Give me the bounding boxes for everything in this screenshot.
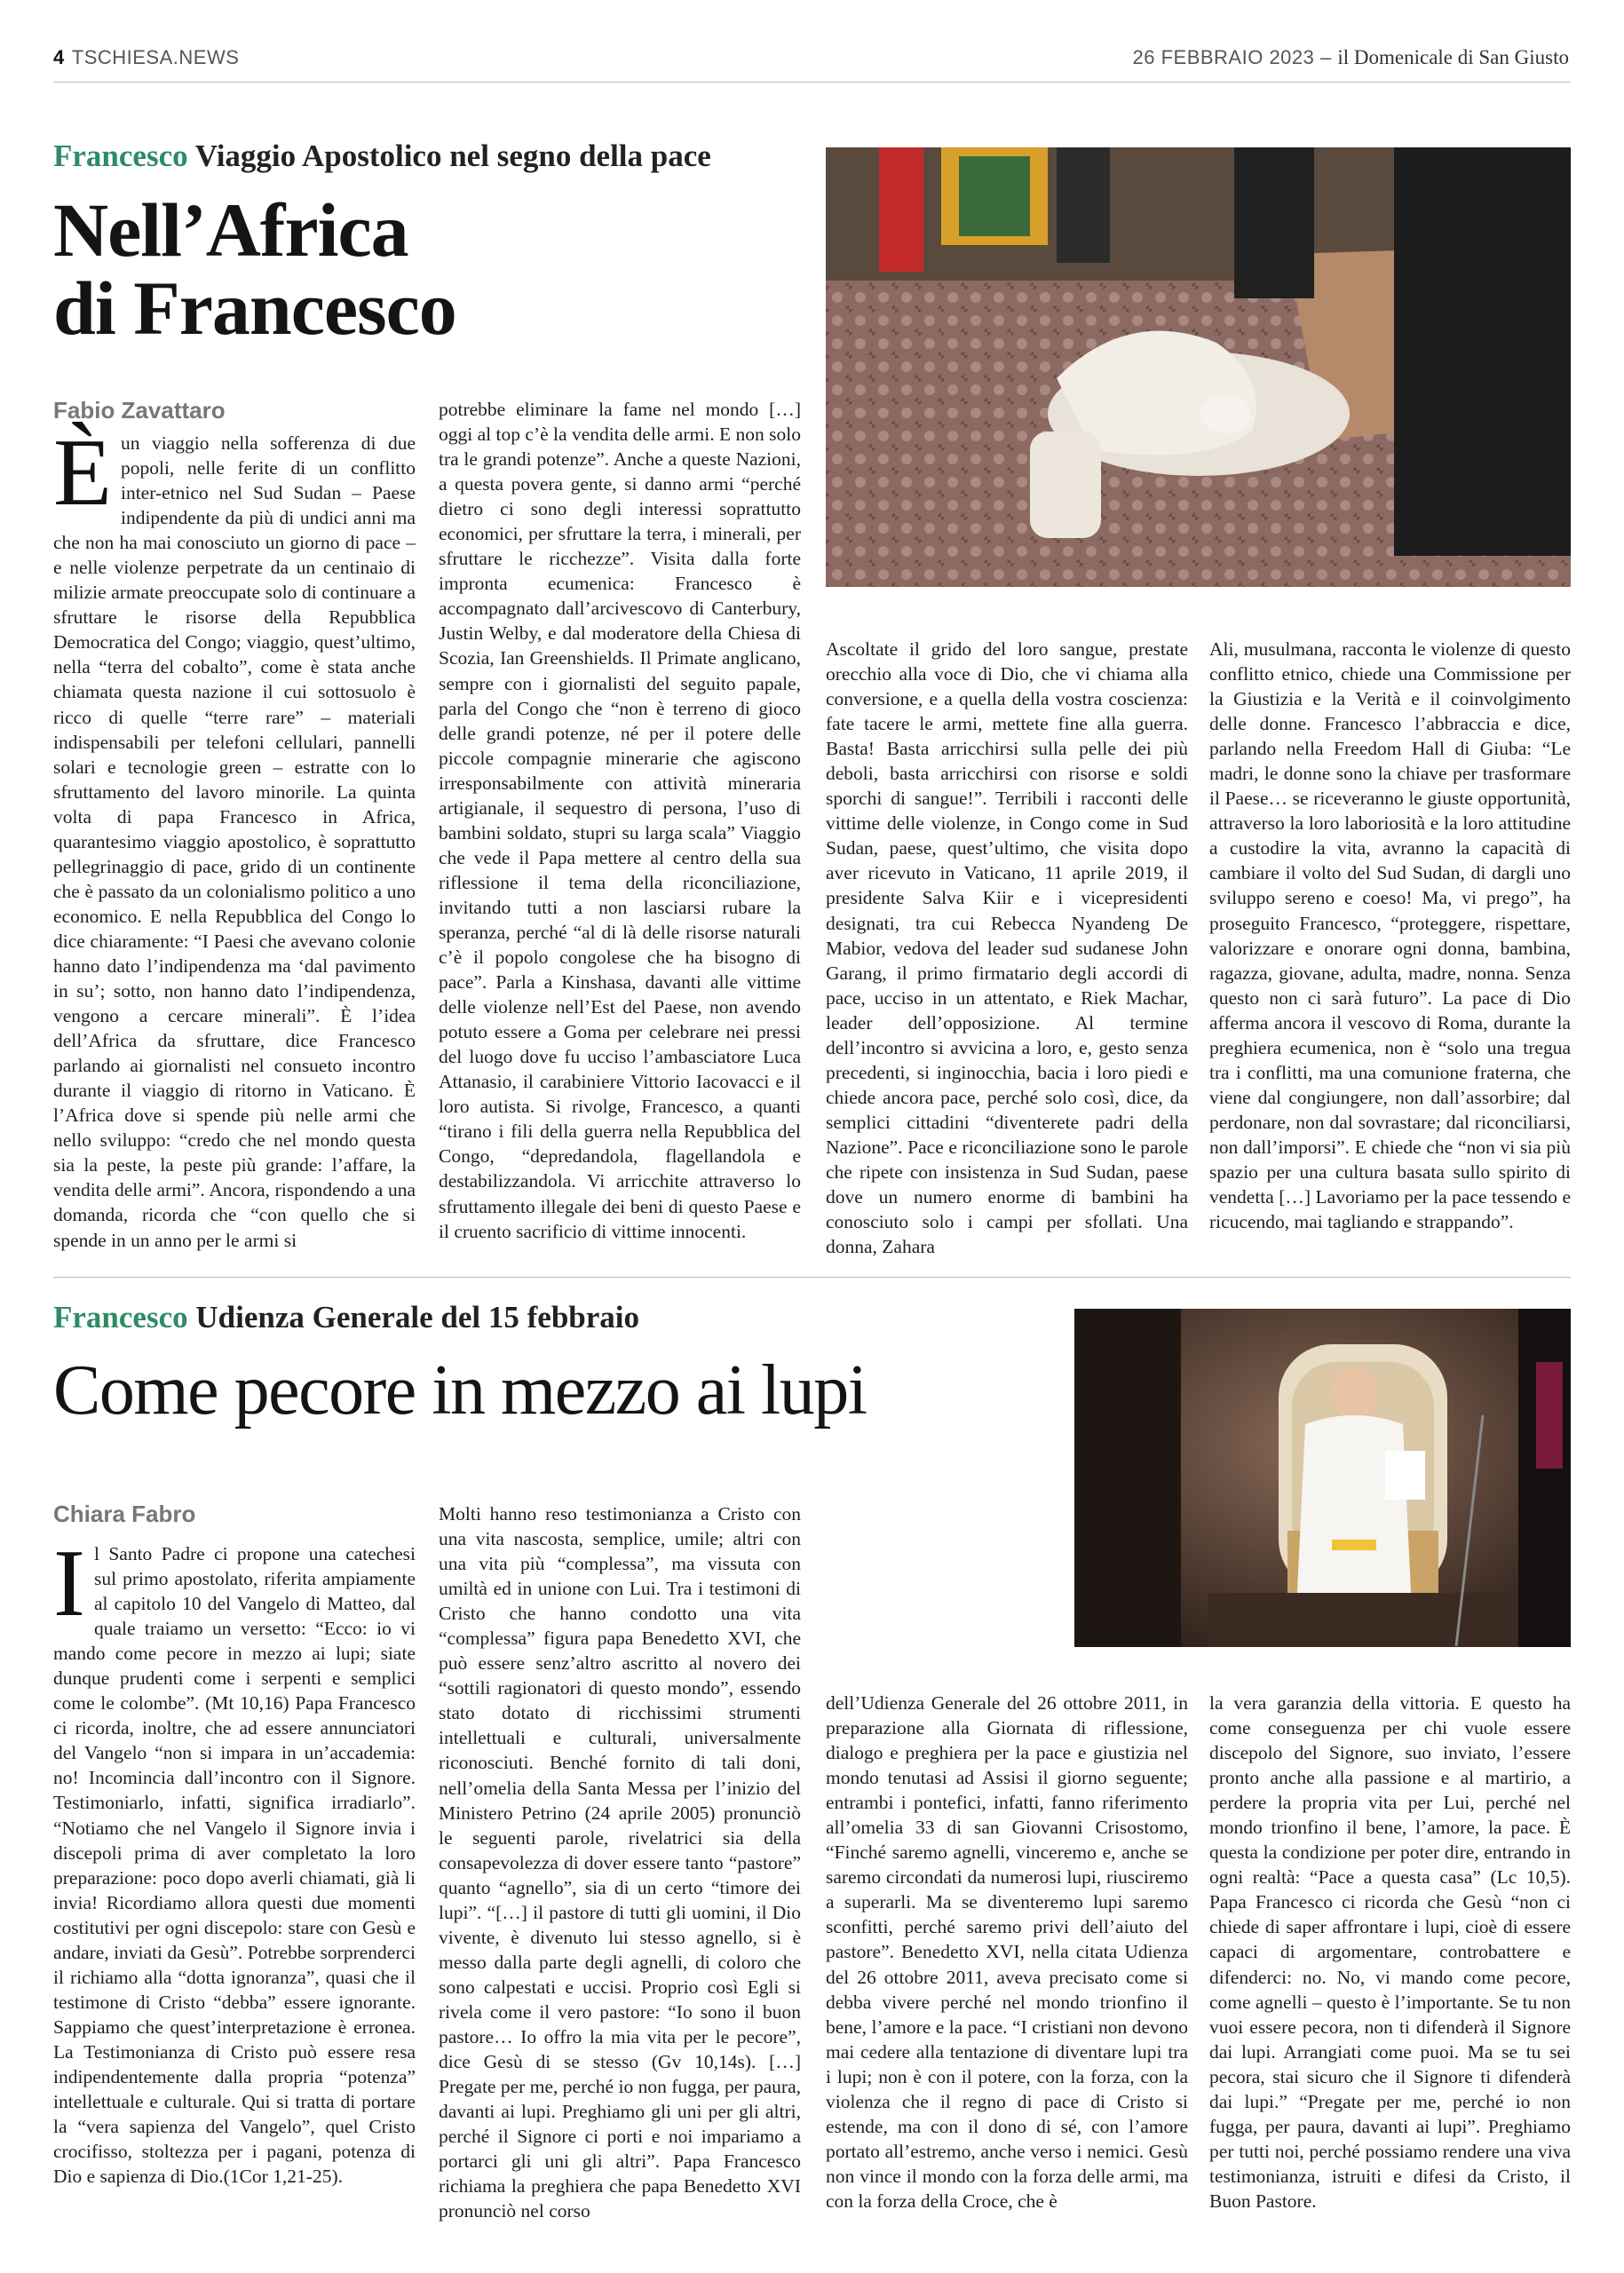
article2-kicker [53, 1300, 639, 1335]
article2-column-2: Molti hanno reso testimonianza a Cristo con una vita nascosta, semplice, umile; altri con una vita più “complessa”, ma vissuta con umiltà ed in unione con Lui. Tra i testimoni di Cristo che hanno condotto una vita “complessa” figura papa Benedetto XVI, che può essere senz’altro ascritto al novero dei “sottili ragionatori di questo mondo”, essendo stato dotato di ricchissimi strumenti intellettuali e culturali, universalmente riconosciuti. Benché fornito di tali doni, nell’omelia della Santa Messa per l’inizio del Ministero Petrino (24 aprile 2005) pronunciò le seguenti parole, rivelatrici sia della consapevolezza di dover essere tanto “pastore” quanto “agnello”, sia di un certo “timore dei lupi”. “[…] il pastore di tutti gli uomini, il Dio vivente, è divenuto lui stesso agnello, si è messo dalla parte degli agnelli, di coloro che sono calpestati e uccisi. Proprio così Egli si rivela come il vero pastore: “Io sono il buon pastore… Io offro la mia vita per le pecore”, dice Gesù di se stesso (Gv 10,14s). […] Pregate per me, perché io non fugga, per paura, davanti ai lupi. Preghiamo gli uni per gli altri, perché il Signore ci porti e noi impariamo a portarci gli uni gli altri”. Papa Francesco richiama la preghiera che papa Benedetto XVI pronunciò nel corso [439, 1503, 801, 2222]
page-header-right: 26 FEBBRAIO 2023 – il Domenicale di San Giusto [1132, 46, 1569, 68]
pope-kneeling-photo [826, 147, 1571, 587]
page-header-left [53, 46, 239, 69]
article2-dropcap: I [53, 1531, 85, 1636]
article2-headline: Come pecore in mezzo ai lupi [53, 1351, 867, 1430]
article2-photo [1074, 1309, 1571, 1647]
article2-kicker-tag: Francesco [53, 1300, 188, 1334]
issue-date: 26 FEBBRAIO 2023 [1132, 46, 1315, 68]
article2-kicker-text: Udienza Generale del 15 febbraio [187, 1300, 640, 1334]
article1-author: Fabio Zavattaro [53, 397, 226, 424]
article2-author: Chiara Fabro [53, 1501, 196, 1527]
site-name: TSCHIESA.NEWS [71, 46, 240, 68]
article1-kicker-tag: Francesco [53, 139, 188, 173]
article1-photo [826, 147, 1571, 587]
page-number: 4 [53, 46, 65, 68]
article2-column-1: I l Santo Padre ci propone una catechesi sul primo apostolato, riferita ampiamente al capitolo 10 del Vangelo di Matteo, dal quale traiamo un versetto: “Ecco: io vi mando come pecore in mezzo ai lupi; siate dunque prudenti come i serpenti e semplici come le colombe”. (Mt 10,16) Papa Francesco ci ricorda, inoltre, che ad essere annunciatori del Vangelo “non si impara in un’accademia: no! Incomincia dall’incontro con il Signore. Testimoniarlo, infatti, significa irradiarlo”. “Notiamo che nel Vangelo il Signore invia i discepoli prima di aver completato la loro preparazione: poco dopo averli chiamati, già li invia! Ricordiamo allora questi due momenti costitutivi per ogni discepolo: stare con Gesù e andare, inviati da Gesù”. Potrebbe sorprenderci il richiamo alla “dotta ignoranza”, quasi che il testimone di Cristo “debba” essere ignorante. Sappiamo che quest’interpretazione è erronea. La Testimonianza di Cristo può essere resa indipendentemente dalla propria “potenza” intellettuale e culturale. Qui si tratta di portare la “vera sapienza del Vangelo”, quel Cristo crocifisso, stoltezza per i pagani, potenza di Dio e sapienza di Dio.(1Cor 1,21-25). [53, 1531, 416, 2188]
pope-seated-photo [1074, 1309, 1571, 1647]
article1-kicker-text: Viaggio Apostolico nel segno della pace [187, 139, 711, 173]
article1-column-4: Ali, musulmana, racconta le violenze di questo conflitto etnico, chiede una Commissione per la Giustizia e la Verità e il coinvolgimento delle donne. Francesco l’abbraccia e dice, parlando nella Freedom Hall di Giuba: “Le madri, le donne sono la chiave per trasformare il Paese… se riceveranno le giuste opportunità, attraverso la loro laboriosità e la loro attitudine a custodire la vita, avranno la capacità di cambiare il volto del Sud Sudan, di dargli uno sviluppo sereno e coeso! Ma, vi prego”, ha proseguito Francesco, “proteggere, rispettare, valorizzare e onorare ogni donna, bambina, ragazza, giovane, adulta, madre, nonna. Senza questo non ci sarà futuro”. La pace di Dio afferma ancora il vescovo di Roma, durante la preghiera ecumenica, non è “solo una tregua tra i conflitti, ma una comunione fraterna, che viene dal congiungere, non dall’assorbire; dal perdonare, non dal sovrastare; dal riconciliarsi, non dall’imporsi”. E chiede che “non vi sia più spazio per una cultura basata sullo spirito di vendetta […] Lavoriamo per la pace tessendo e ricucendo, mai tagliando e strappando”. [1209, 638, 1571, 1233]
header-rule [53, 82, 1571, 83]
article1-column-1: È un viaggio nella sofferenza di due popoli, nelle ferite di un conflitto inter-etnico nel Sud Sudan – Paese indipendente da più di undici anni ma che non ha mai conosciuto un giorno di pace – e nelle violenze perpetrate da un centinaio di milizie armate preoccupate solo di continuare a sfruttare le risorse della Repubblica Democratica del Congo; viaggio, quest’ultimo, nella “terra del cobalto”, come è stata anche chiamata questa nazione il cui sottosuolo è ricco di quelle “terre rare” – materiali indispensabili per telefoni cellulari, pannelli solari e tecnologie green – estratte con lo sfruttamento del lavoro minorile. La quinta volta di papa Francesco in Africa, quarantesimo viaggio apostolico, è soprattutto pellegrinaggio di pace, grido di un continente che è passato da un colonialismo politico a uno economico. E nella Repubblica del Congo lo dice chiaramente: “I Paesi che avevano colonie hanno dato l’indipendenza ma ‘dal pavimento in su’; sotto, non hanno dato l’indipendenza, vengono a cercare minerali”. È l’idea dell’Africa da sfruttare, dice Francesco parlando ai giornalisti nel consueto incontro durante il viaggio di ritorno in Vaticano. È l’Africa dove si spende più nelle armi che nello sviluppo: “credo che nel mondo questa sia la peste, la peste più grande: l’affare, la vendita delle armi”. Ancora, rispondendo a una domanda, ricorda che “con quello che si spende in un anno per le armi si [53, 420, 416, 1251]
article2-column-3: dell’Udienza Generale del 26 ottobre 2011, in preparazione alla Giornata di riflessione, dialogo e preghiera per la pace e giustizia nel mondo tenutasi ad Assisi il giorno seguente; entrambi i pontefici, infatti, fanno riferimento all’omelia 33 di san Giovanni Crisostomo, “Finché saremo agnelli, vinceremo e, anche se saremo circondati da numerosi lupi, riusciremo a superarli. Ma se diventeremo lupi saremo sconfitti, perché saremo privi dell’aiuto del pastore”. Benedetto XVI, nella citata Udienza del 26 ottobre 2011, aveva precisato come si debba vivere perché nel mondo trionfino il bene, l’amore e la pace. “I cristiani non devono mai cedere alla tentazione di diventare lupi tra i lupi; non è con il potere, con la forza, con la violenza che il regno di pace di Cristo si estende, ma con il dono di sé, con l’amore portato all’estremo, anche verso i nemici. Gesù non vince il mondo con la forza delle armi, ma con la forza della Croce, che è [826, 1692, 1188, 2212]
article2-column-4: la vera garanzia della vittoria. E questo ha come conseguenza per chi vuole essere discepolo del Signore, suo inviato, l’essere pronto anche alla passione e al martirio, a perdere la propria vita per Lui, perché nel mondo trionfino il bene, l’amore, la pace. È questa la condizione per poter dire, entrando in ogni realtà: “Pace a questa casa” (Lc 10,5). Papa Francesco ci ricorda che Gesù “non ci chiede di saper affrontare i lupi, cioè di essere capaci di argomentare, controbattere e difenderci: no. No, vi mando come pecore, come agnelli – questo è l’importante. Se tu non vuoi essere pecora, non ti difenderà il Signore dai lupi. Arrangiati come puoi. Ma se tu sei pecora, stai sicuro che il Signore ti difenderà dai lupi.” “Pregate per me, perché io non fugga, per paura, davanti ai lupi”. Preghiamo per tutti noi, perché possiamo rendere una viva testimonianza, istruiti e difesi da Cristo, il Buon Pastore. [1209, 1692, 1571, 2212]
article1-column-3: Ascoltate il grido del loro sangue, prestate orecchio alla voce di Dio, che vi chiama alla conversione, e a quella della vostra coscienza: fate tacere le armi, mettete fine alla guerra. Basta! Basta arricchirsi sulla pelle dei più deboli, basta arricchirsi con risorse e soldi sporchi di sangue!”. Terribili i racconti delle vittime delle violenze, in Congo come in Sud Sudan, paese, quest’ultimo, che visita dopo aver ricevuto in Vaticano, 11 aprile 2019, il presidente Salva Kiir e i vicepresidenti designati, tra cui Rebecca Nyandeng De Mabior, vedova del leader sud sudanese John Garang, il primo firmatario degli accordi di pace, ucciso in un attentato, e Riek Machar, leader dell’opposizione. Al termine dell’incontro si avvicina a loro, e, gesto senza precedenti, si inginocchia, bacia i loro piedi e chiede ancora pace, perché solo così, dice, da semplici cittadini “diventerete padri della Nazione”. Pace e riconciliazione sono le parole che ripete con insistenza in Sud Sudan, paese dove un numero enorme di bambini ha conosciuto solo i campi per sfollati. Una donna, Zahara [826, 638, 1188, 1258]
article-divider [53, 1277, 1571, 1278]
article1-kicker [53, 139, 711, 174]
article1-dropcap: È [53, 420, 112, 526]
article1-column-2: potrebbe eliminare la fame nel mondo […] oggi al top c’è la vendita delle armi. E non solo tra le grandi potenze”. Anche a queste Nazioni, a questa povera gente, si danno armi “perché dietro ci sono degli interessi soprattutto economici, per sfruttare la terra, i minerali, per sfruttare le ricchezze”. Visita dalla forte impronta ecumenica: Francesco è accompagnato dall’arcivescovo di Canterbury, Justin Welby, e dal moderatore della Chiesa di Scozia, Ian Greenshields. Il Primate anglicano, sempre con i giornalisti del seguito papale, parla del Congo che “non è terreno di gioco delle grandi potenze, né per il potere delle piccole compagnie minerarie che agiscono irresponsabilmente con attività mineraria artigianale, il sequestro di persona, l’uso di bambini soldato, stupri su larga scala” Viaggio che vede il Papa mettere al centro della sua riflessione il tema della riconciliazione, invitando tutti a non lasciarsi rubare la speranza, perché “al di là delle risorse naturali c’è il popolo congolese che ha bisogno di pace”. Parla a Kinshasa, davanti alle vittime delle violenze nell’Est del Paese, non avendo potuto essere a Goma per celebrare nei pressi del luogo dove fu ucciso l’ambasciatore Luca Attanasio, il carabiniere Vittorio Iacovacci e il loro autista. Si rivolge, Francesco, a quanti “tirano i fili della guerra nella Repubblica del Congo, “depredandola, flagellandola e destabilizzandola. Vi arricchite attraverso lo sfruttamento illegale dei beni di questo Paese e il cruento sacrificio di vittime innocenti. [439, 399, 801, 1242]
publication-name: il Domenicale di San Giusto [1337, 46, 1569, 68]
article1-headline: Nell’Africa di Francesco [53, 187, 456, 351]
